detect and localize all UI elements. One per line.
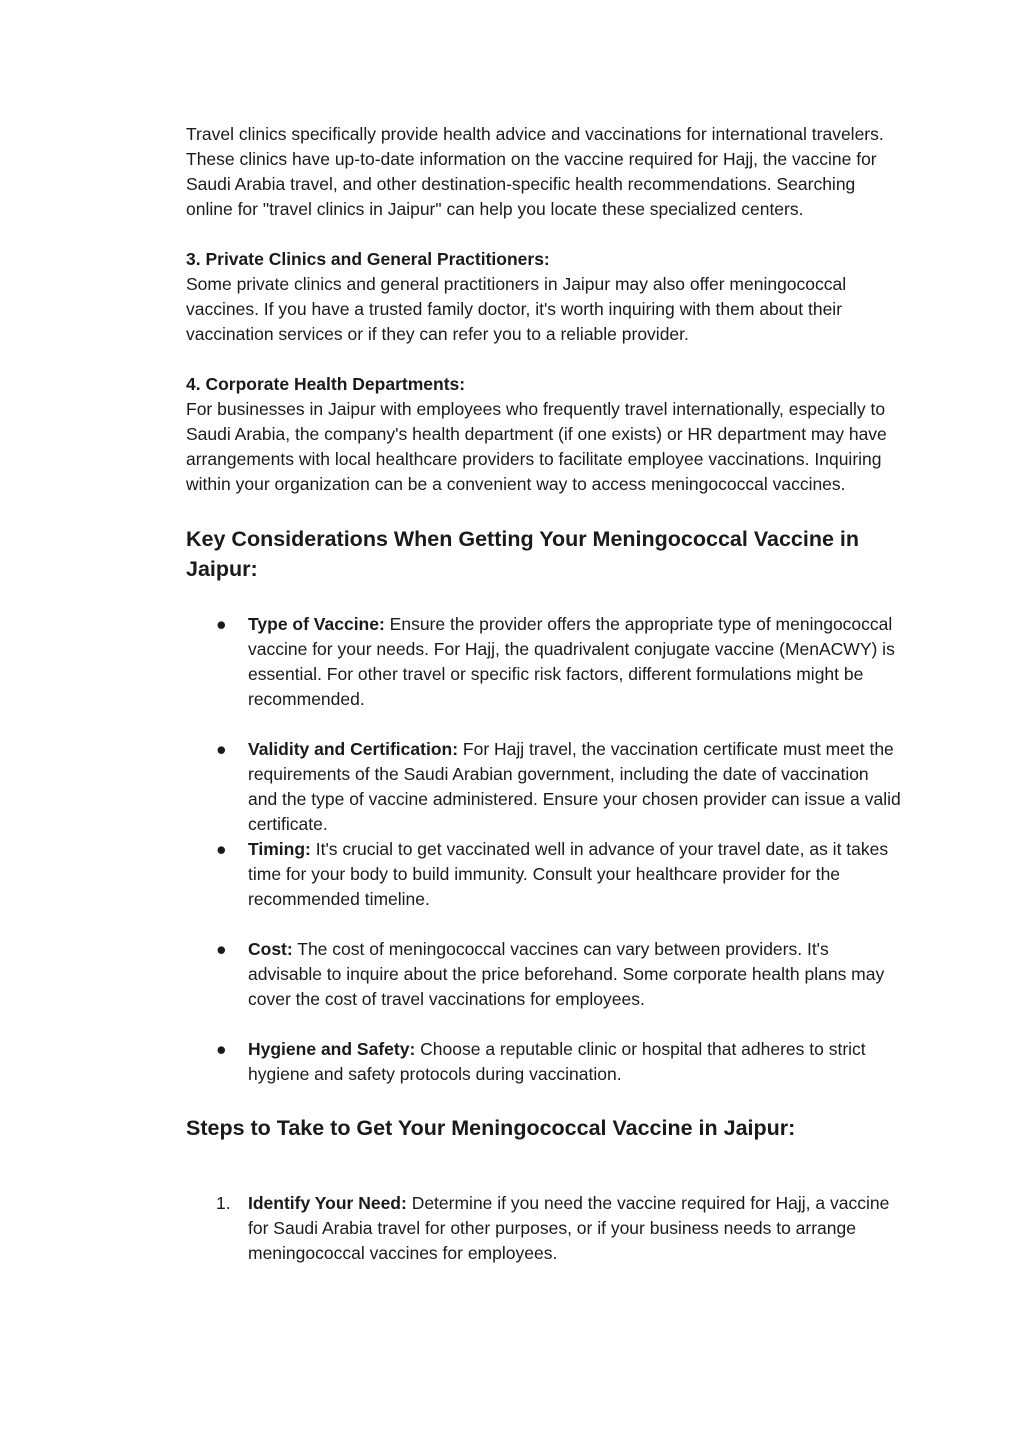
spacer — [186, 1012, 902, 1037]
key-considerations-heading: Key Considerations When Getting Your Meningococcal Vaccine in Jaipur: — [186, 527, 859, 581]
item-text: Ensure the provider offers the appropriate type of meningococcal vaccine for your needs. For Hajj, the quadrivalent conjugate vaccine (MenACWY) is essential. For other travel or specific risk factors, different formulations might be recommended. — [248, 614, 895, 709]
list-item — [186, 1037, 902, 1087]
item-label: Timing: — [248, 839, 311, 859]
step-number: 1. — [216, 1193, 231, 1213]
key-considerations-list — [186, 612, 902, 1087]
item-text: It's crucial to get vaccinated well in advance of your travel date, as it takes time for your body to build immunity. Consult your healthcare provider for the recommended timeline. — [248, 839, 889, 909]
section-3-body: Some private clinics and general practitioners in Jaipur may also offer meningococcal vaccines. If you have a trusted family doctor, it's worth inquiring with them about their vaccination services or if they can refer you to a reliable provider. — [186, 274, 847, 344]
bullet-icon: ● — [216, 1039, 227, 1059]
section-4-title: 4. Corporate Health Departments: — [186, 374, 466, 394]
item-text: Determine if you need the vaccine required for Hajj, a vaccine for Saudi Arabia travel for other purposes, or if your business needs to arrange meningococcal vaccines for employees. — [248, 1193, 890, 1263]
item-label: Validity and Certification: — [248, 739, 459, 759]
spacer — [186, 497, 902, 524]
spacer — [186, 222, 902, 247]
spacer — [186, 584, 902, 612]
spacer — [186, 347, 902, 372]
section-4-body: For businesses in Jaipur with employees who frequently travel internationally, especially to Saudi Arabia, the company's health department (if one exists) or HR department may have arrangements with local healthcare providers to facilitate employee vaccinations. Inquiring within your organization can be a convenient way to access meningococcal vaccines. — [186, 399, 887, 494]
item-text: Choose a reputable clinic or hospital that adheres to strict hygiene and safety protocols during vaccination. — [248, 1039, 866, 1084]
steps-heading: Steps to Take to Get Your Meningococcal Vaccine in Jaipur: — [186, 1116, 796, 1140]
list-item — [186, 1191, 902, 1266]
list-item — [186, 737, 902, 837]
item-label: Type of Vaccine: — [248, 614, 385, 634]
steps-list — [186, 1191, 902, 1266]
item-text: The cost of meningococcal vaccines can vary between providers. It's advisable to inquire about the price beforehand. Some corporate health plans may cover the cost of travel vaccinations for employees. — [248, 939, 885, 1009]
list-item — [186, 837, 902, 912]
item-label: Hygiene and Safety: — [248, 1039, 416, 1059]
bullet-icon: ● — [216, 614, 227, 634]
spacer — [186, 1143, 902, 1191]
item-label: Cost: — [248, 939, 293, 959]
intro-paragraph: Travel clinics specifically provide health advice and vaccinations for international travelers. These clinics have up-to-date information on the vaccine required for Hajj, the vaccine for Saudi Arabia travel, and other destination-specific health recommendations. Searching online for "travel clinics in Jaipur" can help you locate these specialized centers. — [186, 124, 884, 219]
bullet-icon: ● — [216, 939, 227, 959]
list-item — [186, 937, 902, 1012]
document-page — [186, 122, 902, 1266]
spacer — [186, 1087, 902, 1113]
section-3-title: 3. Private Clinics and General Practitioners: — [186, 249, 550, 269]
list-item — [186, 612, 902, 712]
bullet-icon: ● — [216, 839, 227, 859]
bullet-icon: ● — [216, 739, 227, 759]
item-text: For Hajj travel, the vaccination certificate must meet the requirements of the Saudi Arabian government, including the date of vaccination and the type of vaccine administered. Ensure your chosen provider can issue a valid certificate. — [248, 739, 901, 834]
item-label: Identify Your Need: — [248, 1193, 407, 1213]
spacer — [186, 712, 902, 737]
spacer — [186, 912, 902, 937]
